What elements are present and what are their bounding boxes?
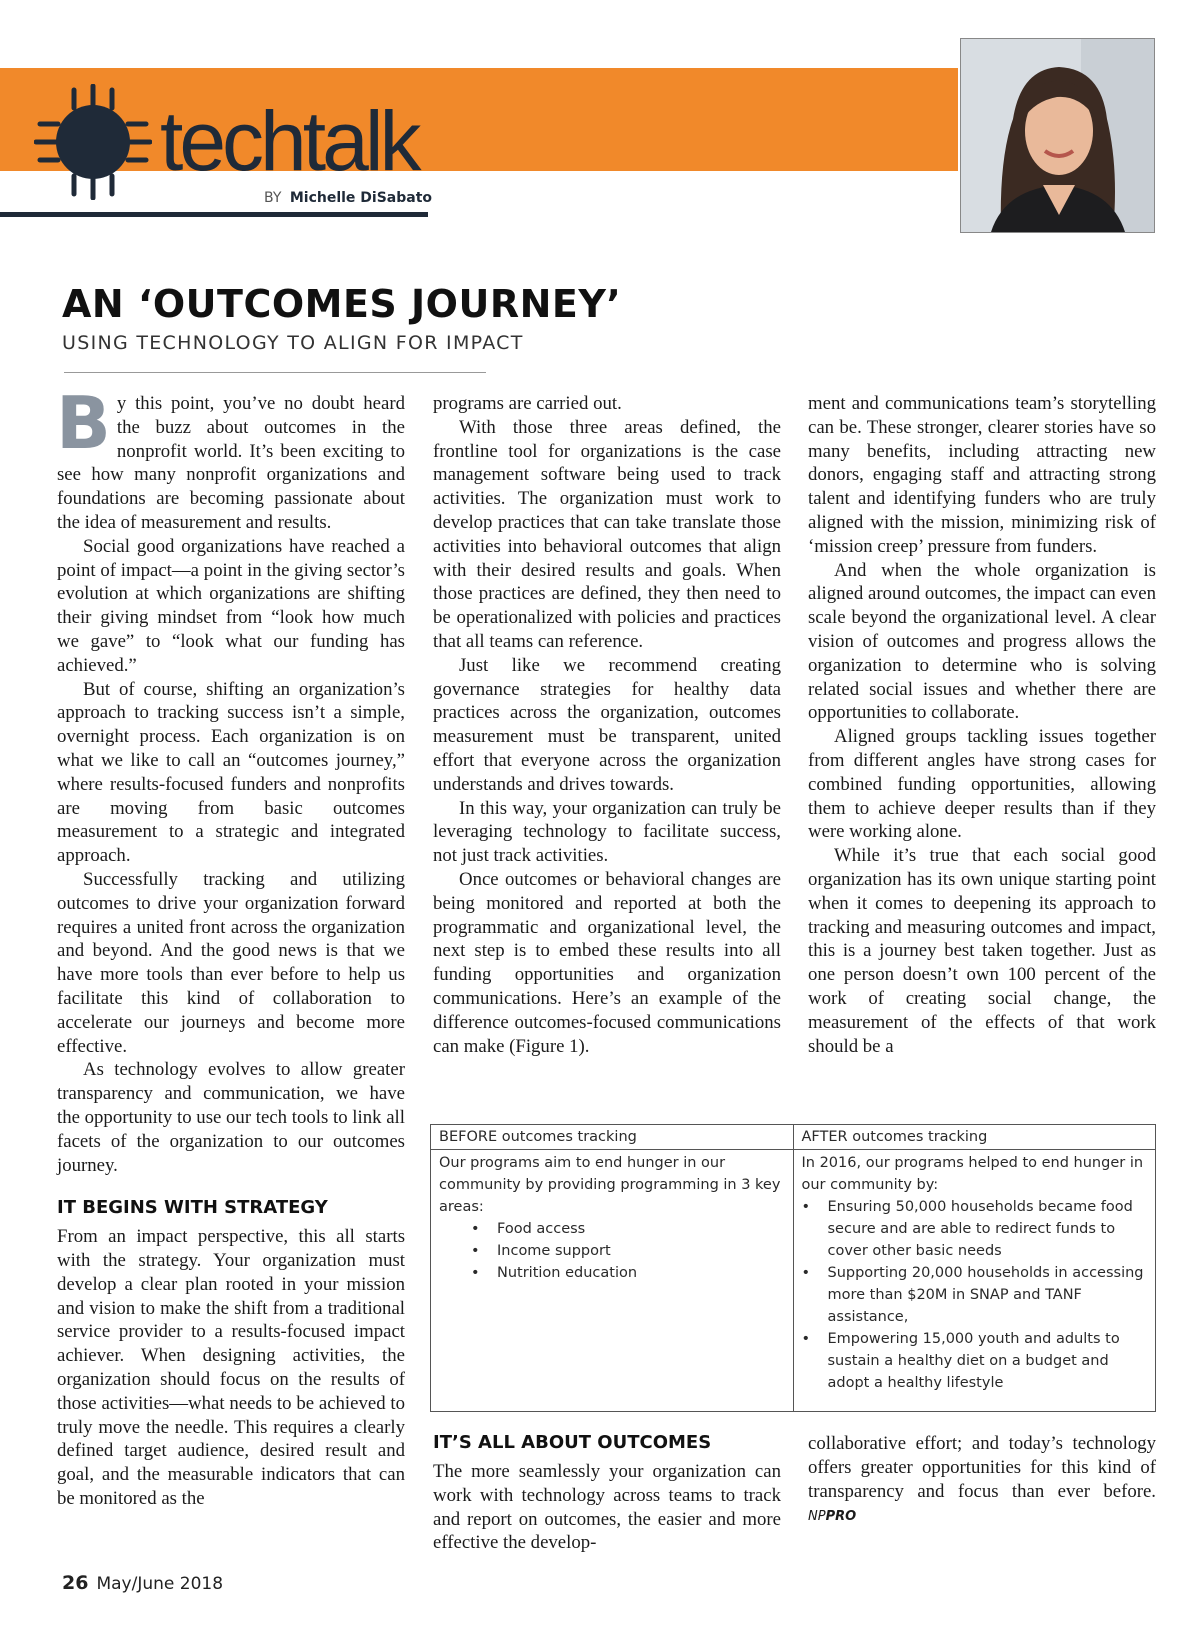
header-rule — [0, 212, 428, 217]
paragraph: The more seamlessly your organization can work with technology across teams to track and report on outcomes, the easier and more effective the develop- — [433, 1461, 781, 1554]
list-item: • Nutrition education — [497, 1262, 785, 1284]
before-column — [431, 1125, 793, 1411]
page-footer — [62, 1572, 223, 1594]
list-item: • Empowering 15,000 youth and adults to sustain a healthy diet on a budget and adopt a healthy lifestyle — [828, 1328, 1148, 1394]
figure-1-table — [430, 1124, 1156, 1412]
paragraph-text: collaborative effort; and today’s technology offers greater opportunities for this kind of transparency and focus than ever before. — [808, 1433, 1156, 1502]
byline — [264, 190, 432, 206]
title-divider — [64, 372, 486, 373]
paragraph: And when the whole organization is aligned around outcomes, the impact can even scale beyond the organizational level. A clear vision of outcomes and progress allows the organization to determine who is solving related social issues and whether there are opportunities to collaborate. — [808, 559, 1156, 724]
list-item: • Income support — [497, 1240, 785, 1262]
paragraph: Successfully tracking and utilizing outcomes to drive your organization forward requires a united front across the organization and beyond. And the good news is that we have more tools than ever before to help us facilitate this kind of collaboration to accelerate our journeys and become more effective. — [57, 868, 405, 1057]
after-header: AFTER outcomes tracking — [794, 1125, 1156, 1150]
article-column-2 — [433, 392, 781, 1058]
after-list — [802, 1196, 1148, 1394]
article-column-2-continued — [433, 1432, 781, 1555]
page-number: 26 — [62, 1572, 89, 1594]
after-body — [794, 1150, 1156, 1396]
paragraph: As technology evolves to allow greater transparency and communication, we have the opportunity to use our tech tools to link all facets of the organization to our outcomes journey. — [57, 1059, 405, 1176]
paragraph: Aligned groups tackling issues together from different angles have strong cases for combined funding opportunities, allowing them to achieve deeper results than if they were working alone. — [808, 726, 1156, 843]
column-logo: techtalk — [160, 94, 418, 188]
before-header: BEFORE outcomes tracking — [431, 1125, 793, 1150]
list-item: • Food access — [497, 1218, 785, 1240]
drop-cap: B — [56, 381, 111, 465]
section-heading: IT BEGINS WITH STRATEGY — [57, 1197, 328, 1219]
article-title: AN ‘OUTCOMES JOURNEY’ — [62, 282, 622, 326]
paragraph: From an impact perspective, this all starts with the strategy. Your organization must develop a clear plan rooted in your mission and vision to make the shift from a traditional service provider to a results-focused impact achiever. When designing activities, the organization should focus on the results of those activities—what needs to be achieved to truly move the needle. This requires a clearly defined target audience, desired result and goal, and the measurable indicators that can be monitored as the — [57, 1226, 405, 1510]
paragraph: programs are carried out. — [433, 393, 622, 414]
section-heading: IT’S ALL ABOUT OUTCOMES — [433, 1432, 712, 1453]
paragraph — [56, 381, 405, 535]
paragraph: But of course, shifting an organization’s approach to tracking success isn’t a simple, overnight process. Each organization is on what we like to call an “outcomes journey,” where results-focused funders and nonprofits are moving from basic outcomes measurement to a strategic and integrated approach. — [57, 678, 405, 867]
paragraph: Just like we recommend creating governance strategies for healthy data practices across the organization, outcomes measurement must be transparent, united effort that everyone across the organization understands and drives towards. — [433, 654, 781, 795]
signoff-bold: PRO — [825, 1509, 857, 1525]
before-body — [431, 1150, 793, 1286]
article-column-3-continued — [808, 1432, 1156, 1529]
paragraph-text: y this point, you’ve no doubt heard the buzz about outcomes in the nonprofit world. It’s been exciting to see how many nonprofit organizations and foundations are becoming passionate about the idea of measurement and results. — [57, 393, 405, 533]
paragraph: Social good organizations have reached a point of impact—a point in the giving sector’s evolution at which organizations are shifting their giving mindset from “look how much we gave” to “look what our funding has achieved.” — [57, 535, 405, 676]
after-intro: In 2016, our programs helped to end hunger in our community by: — [801, 1155, 1144, 1193]
paragraph: Once outcomes or behavioral changes are being monitored and reported at both the programmatic and organizational level, the next step is to embed these results into all funding opportunities and organization communications. Here’s an example of the difference outcomes-focused communications can make (Figure 1). — [433, 868, 781, 1057]
article-column-1 — [56, 381, 405, 1511]
before-list — [439, 1218, 785, 1284]
paragraph: With those three areas defined, the frontline tool for organizations is the case management software being used to track activities. The organization must work to develop practices that can take translate those activities into behavioral outcomes that align with their desired results and goals. When those practices are defined, they then need to be operationalized with policies and practices that all teams can reference. — [433, 416, 781, 652]
paragraph: In this way, your organization can truly be leveraging technology to facilitate success, not just track activities. — [433, 797, 781, 867]
list-item: • Ensuring 50,000 households became food secure and are able to redirect funds to cover other basic needs — [828, 1196, 1148, 1262]
paragraph: ment and communications team’s storytelling can be. These stronger, clearer stories have so many benefits, including attracting new donors, engaging staff and attracting strong talent and identifying funders who are truly aligned with the mission, minimizing risk of ‘mission creep’ pressure from funders. — [808, 393, 1156, 557]
signoff-prefix: NP — [808, 1509, 826, 1525]
after-column — [793, 1125, 1156, 1411]
article-subtitle: USING TECHNOLOGY TO ALIGN FOR IMPACT — [62, 332, 524, 354]
chip-icon — [34, 84, 152, 200]
signoff-mark — [808, 1509, 856, 1524]
article-column-3 — [808, 392, 1156, 1058]
paragraph: While it’s true that each social good organization has its own unique starting point when it comes to deepening its approach to tracking and measuring outcomes and impact, this is a journey best taken together. Just as one person doesn’t own 100 percent of the work of creating social change, the measurement of the effects of that work should be a — [808, 845, 1156, 1057]
author-portrait-icon — [961, 39, 1154, 232]
issue-date: May/June 2018 — [96, 1574, 224, 1594]
author-name: Michelle DiSabato — [289, 190, 433, 206]
byline-prefix: BY — [264, 190, 282, 206]
list-item: • Supporting 20,000 households in accessing more than $20M in SNAP and TANF assistance, — [828, 1262, 1148, 1328]
before-intro: Our programs aim to end hunger in our community by providing programming in 3 key areas: — [439, 1155, 781, 1215]
author-photo — [960, 38, 1155, 233]
paragraph — [808, 1432, 1156, 1529]
